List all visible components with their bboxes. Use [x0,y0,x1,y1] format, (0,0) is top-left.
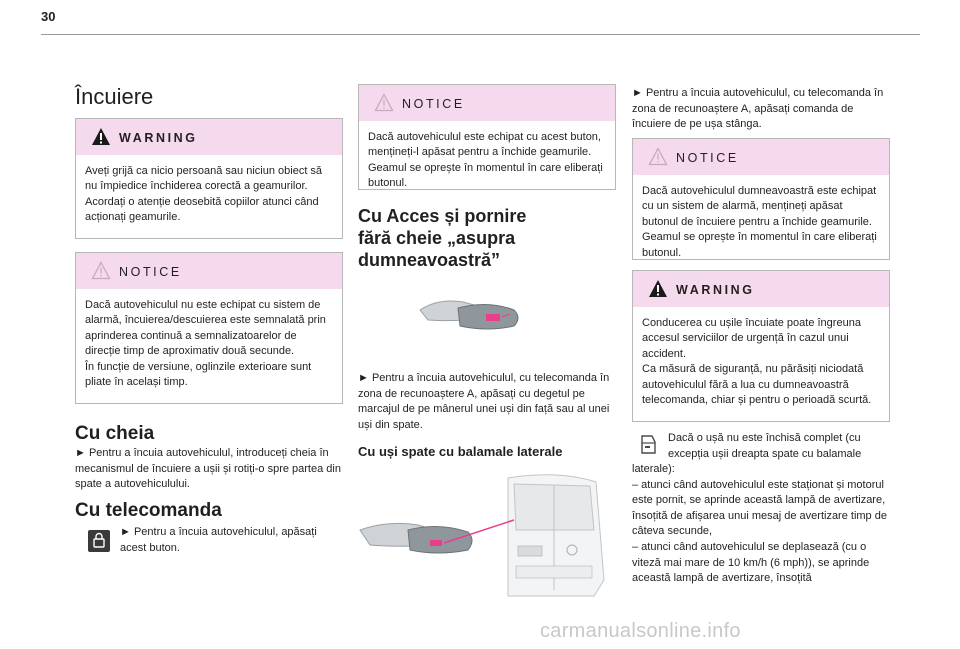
notice-text: Dacă autovehiculul nu este echipat cu sistem de alarmă, încuierea/descuierea este semnalată prin aprinderea continuă a semnalizatoarelor de direcție timp de aproximativ două secunde. În funcție de versiune, oglinzile exterioare sunt pliate în același timp. [85,299,326,389]
warning-text: Aveți grijă ca nicio persoană sau niciun obiect să nu împiedice închiderea corectă a geamurilor. Acordați o atenție deosebită copiilor atunci când acționați geamurile. [85,165,323,224]
warning-triangle-icon [91,127,111,146]
notice-triangle-icon [648,147,668,166]
remote-locking-text: ► Pentru a încuia autovehiculul, apăsați acest buton. [120,526,317,554]
footer-watermark: carmanualsonline.info [540,620,741,642]
warning-text: Conducerea cu ușile încuiate poate îngreuna accesul serviciilor de urgență în cazul unui accident. Ca măsură de siguranță, nu părăsiți niciodată autovehiculul fără a lua cu dumneavoastră telecomanda, chiar și pentru o perioadă scurtă. [642,317,872,407]
section-heading-keyless: Cu Acces și pornire fără cheie „asupra dumneavoastră” [358,206,527,270]
key-locking-text: ► Pentru a încuia autovehiculul, introduceți cheia în mecanismul de încuiere a ușii și rotiți-o spre partea din spate a autovehiculului. [75,447,341,491]
notice-box-window-button [358,84,616,190]
door-warning-text-first: Dacă o ușă nu este închisă complet (cu excepția ușii dreapta spate cu balamale [668,432,862,460]
notice-box-alarm [75,252,343,404]
notice-box-header [76,253,342,289]
warning-triangle-icon [648,279,668,298]
notice-triangle-icon [91,261,111,280]
header-rule [41,34,920,35]
notice-text: Dacă autovehiculul este echipat cu acest buton, mențineți-l apăsat pentru a închide geamurile. Geamul se oprește în momentul în care eliberați butonul. [368,131,603,190]
notice-title: NOTICE [676,151,739,165]
section-heading-with-remote: Cu telecomanda [75,500,222,521]
section-heading-locking: Încuiere [75,84,154,109]
notice-box-header [359,85,615,121]
notice-triangle-icon [374,93,394,112]
warning-box-header [76,119,342,155]
section-heading-with-key: Cu cheia [75,423,155,444]
notice-box-alarm-button [632,138,890,260]
left-door-locking-text: ► Pentru a încuia autovehiculul, cu telecomanda în zona de recunoaștere A, apăsați comanda de încuiere de pe ușa stânga. [632,87,884,131]
notice-box-header [633,139,889,175]
warning-box-locked-doors [632,270,890,422]
warning-box-header [633,271,889,307]
door-warning-text-rest: laterale): – atunci când autovehiculul este staționat și motorul este pornit, se aprinde această lampă de avertizare, însoțită de afișarea unui mesaj de avertizare timp de câteva secunde, – atunci când autovehiculul se deplasează (cu o viteză mai mare de 10 km/h (6 mph)), se aprinde această lampă de avertizare, însoțită [632,463,887,585]
section-heading-side-doors: Cu uși spate cu balamale laterale [358,444,563,459]
warning-title: WARNING [119,131,198,145]
door-handle-illustration [418,288,528,340]
notice-title: NOTICE [402,97,465,111]
warning-title: WARNING [676,283,755,297]
rear-door-illustration [358,470,618,598]
keyless-locking-text: ► Pentru a încuia autovehiculul, cu telecomanda în zona de recunoaștere A, apăsați cu degetul pe marcajul de pe mânerul unei uși din față sau al unei uși din spate. [358,372,610,431]
warning-box-windows [75,118,343,239]
page-number: 30 [41,9,56,24]
door-open-warning-lamp-icon [636,432,660,456]
notice-text: Dacă autovehiculul dumneavoastră este echipat cu un sistem de alarmă, mențineți apăsat butonul de încuiere pentru a închide geamurile. Geamul se oprește în momentul în care eliberați butonul. [642,185,877,259]
remote-lock-button-icon [88,530,110,552]
notice-title: NOTICE [119,265,182,279]
